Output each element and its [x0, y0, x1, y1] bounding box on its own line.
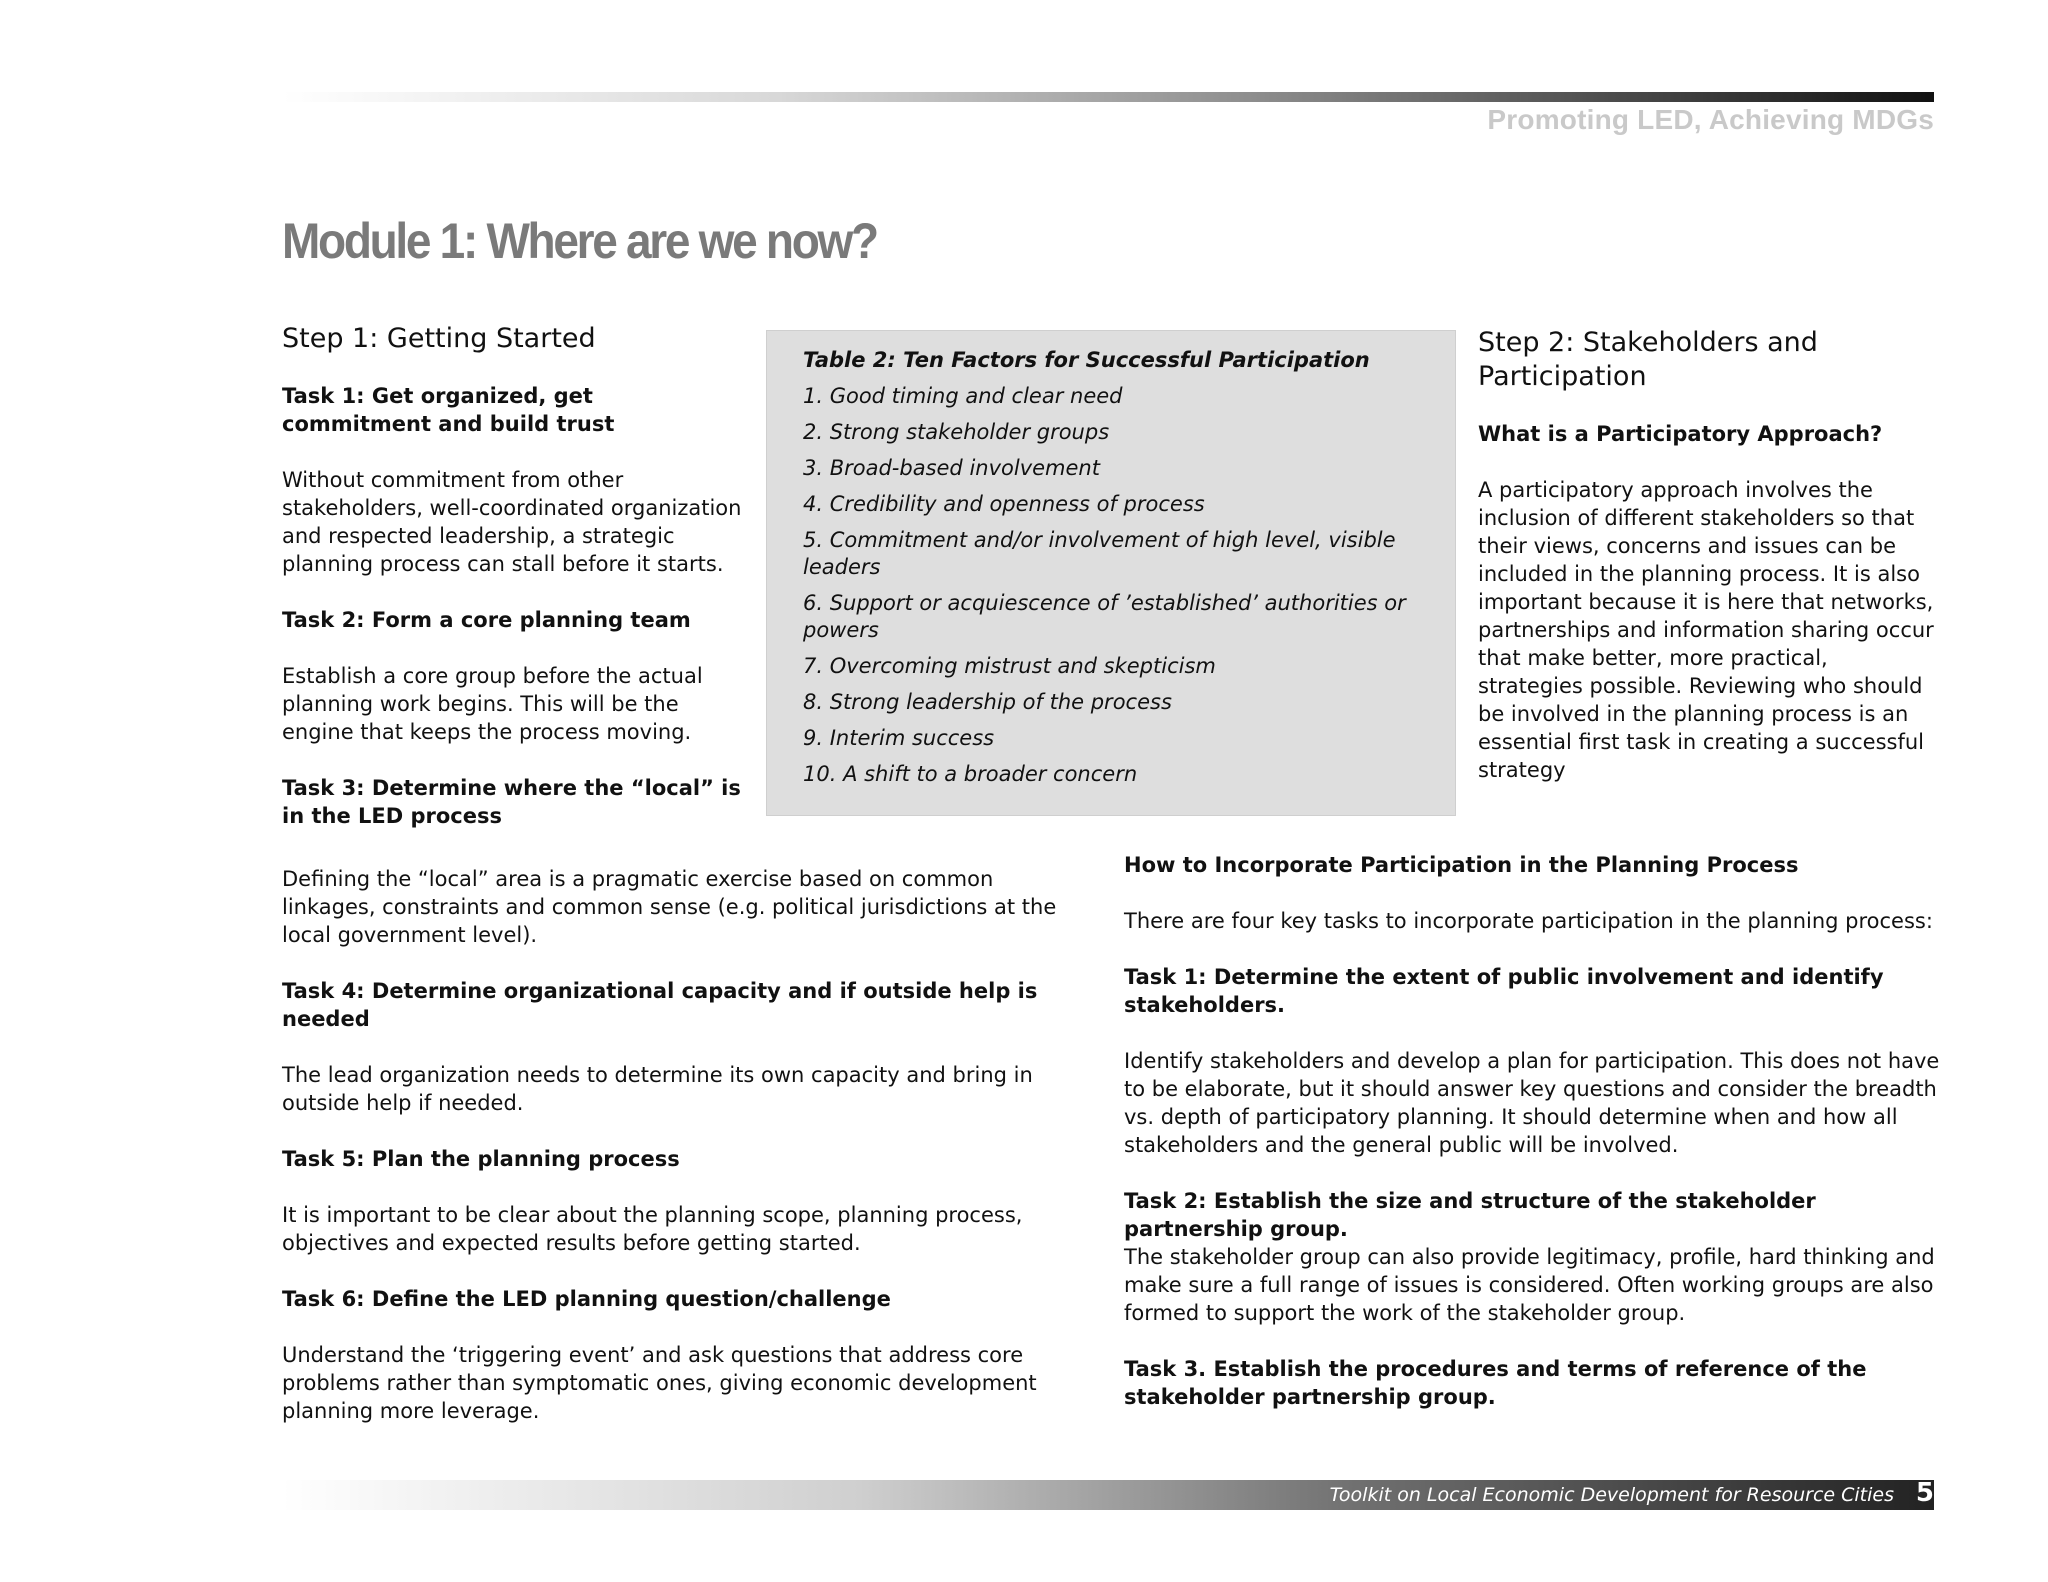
task6-heading: Task 6: Define the LED planning question/challenge: [282, 1287, 891, 1311]
footer-title: Toolkit on Local Economic Development for Resource Cities: [1329, 1484, 1894, 1506]
table-row: 5. Commitment and/or involvement of high level, visible leaders: [803, 528, 1396, 579]
participation-tasks: [1124, 851, 1944, 1411]
participation-task3-heading: Task 3. Establish the procedures and terms of reference of the stakeholder partnership group.: [1124, 1357, 1867, 1409]
task5-heading: Task 5: Plan the planning process: [282, 1147, 680, 1171]
task3-text: Defining the “local” area is a pragmatic exercise based on common linkages, constraints and common sense (e.g. political jurisdictions at the local government level).: [282, 867, 1057, 947]
participatory-approach-text: A participatory approach involves the inclusion of different stakeholders so that their views, concerns and issues can be included in the planning process. It is also important because it is here that networks, partnerships and information sharing occur that make better, more practical, strategies possible. Reviewing who should be involved in the planning process is an essential first task in creating a successful strategy: [1478, 478, 1934, 782]
step2-column: [1478, 326, 1934, 784]
task3-heading: Task 3: Determine where the “local” is in the LED process: [282, 776, 741, 828]
step1-heading: Step 1: Getting Started: [282, 323, 596, 354]
step2-heading: Step 2: Stakeholders and Participation: [1478, 327, 1818, 392]
task5-text: It is important to be clear about the planning scope, planning process, objectives and expected results before getting started.: [282, 1203, 1023, 1255]
table-row: 6. Support or acquiescence of ’established’ authorities or powers: [803, 591, 1406, 642]
page-title: Module 1: Where are we now?: [282, 213, 877, 269]
running-head: Promoting LED, Achieving MDGs: [1487, 104, 1934, 135]
participatory-approach-heading: What is a Participatory Approach?: [1478, 422, 1883, 446]
table-title: Table 2: Ten Factors for Successful Participation: [803, 348, 1370, 372]
participation-task2-heading: Task 2: Establish the size and structure of the stakeholder partnership group.: [1124, 1189, 1816, 1241]
participation-task2-text: The stakeholder group can also provide legitimacy, profile, hard thinking and make sure a full range of issues is considered. Often working groups are also formed to support the work of the stakeholder group.: [1124, 1245, 1935, 1325]
step1-column: [282, 322, 744, 830]
participation-task1-text: Identify stakeholders and develop a plan for participation. This does not have to be elaborate, but it should answer key questions and consider the breadth vs. depth of participatory planning. It should determine when and how all stakeholders and the general public will be involved.: [1124, 1049, 1940, 1157]
task2-text: Establish a core group before the actual planning work begins. This will be the engine that keeps the process moving.: [282, 664, 703, 744]
header-rule: [282, 92, 1934, 102]
table-row: 1. Good timing and clear need: [803, 384, 1123, 408]
table-row: 7. Overcoming mistrust and skepticism: [803, 654, 1216, 678]
task6-text: Understand the ‘triggering event’ and ask questions that address core problems rather than symptomatic ones, giving economic development planning more leverage.: [282, 1343, 1037, 1423]
task4-heading: Task 4: Determine organizational capacity and if outside help is needed: [282, 979, 1038, 1031]
table-row: 9. Interim success: [803, 726, 995, 750]
task1-heading: Task 1: Get organized, get commitment and build trust: [282, 384, 615, 436]
table-row: 2. Strong stakeholder groups: [803, 420, 1110, 444]
table-row: 8. Strong leadership of the process: [803, 690, 1172, 714]
page-number: 5: [1915, 1478, 1934, 1508]
how-to-intro: There are four key tasks to incorporate participation in the planning process:: [1124, 909, 1933, 933]
table-row: 3. Broad-based involvement: [803, 456, 1100, 480]
step1-continued: [282, 865, 1082, 1425]
table-row: 4. Credibility and openness of process: [803, 492, 1205, 516]
table-row: 10. A shift to a broader concern: [803, 762, 1138, 786]
task2-heading: Task 2: Form a core planning team: [282, 608, 691, 632]
ten-factors-table: [766, 330, 1456, 816]
participation-task1-heading: Task 1: Determine the extent of public involvement and identify stakeholders.: [1124, 965, 1884, 1017]
task1-text: Without commitment from other stakeholders, well-coordinated organization and respected leadership, a strategic planning process can stall before it starts.: [282, 468, 742, 576]
how-to-heading: How to Incorporate Participation in the Planning Process: [1124, 853, 1799, 877]
task4-text: The lead organization needs to determine its own capacity and bring in outside help if needed.: [282, 1063, 1033, 1115]
